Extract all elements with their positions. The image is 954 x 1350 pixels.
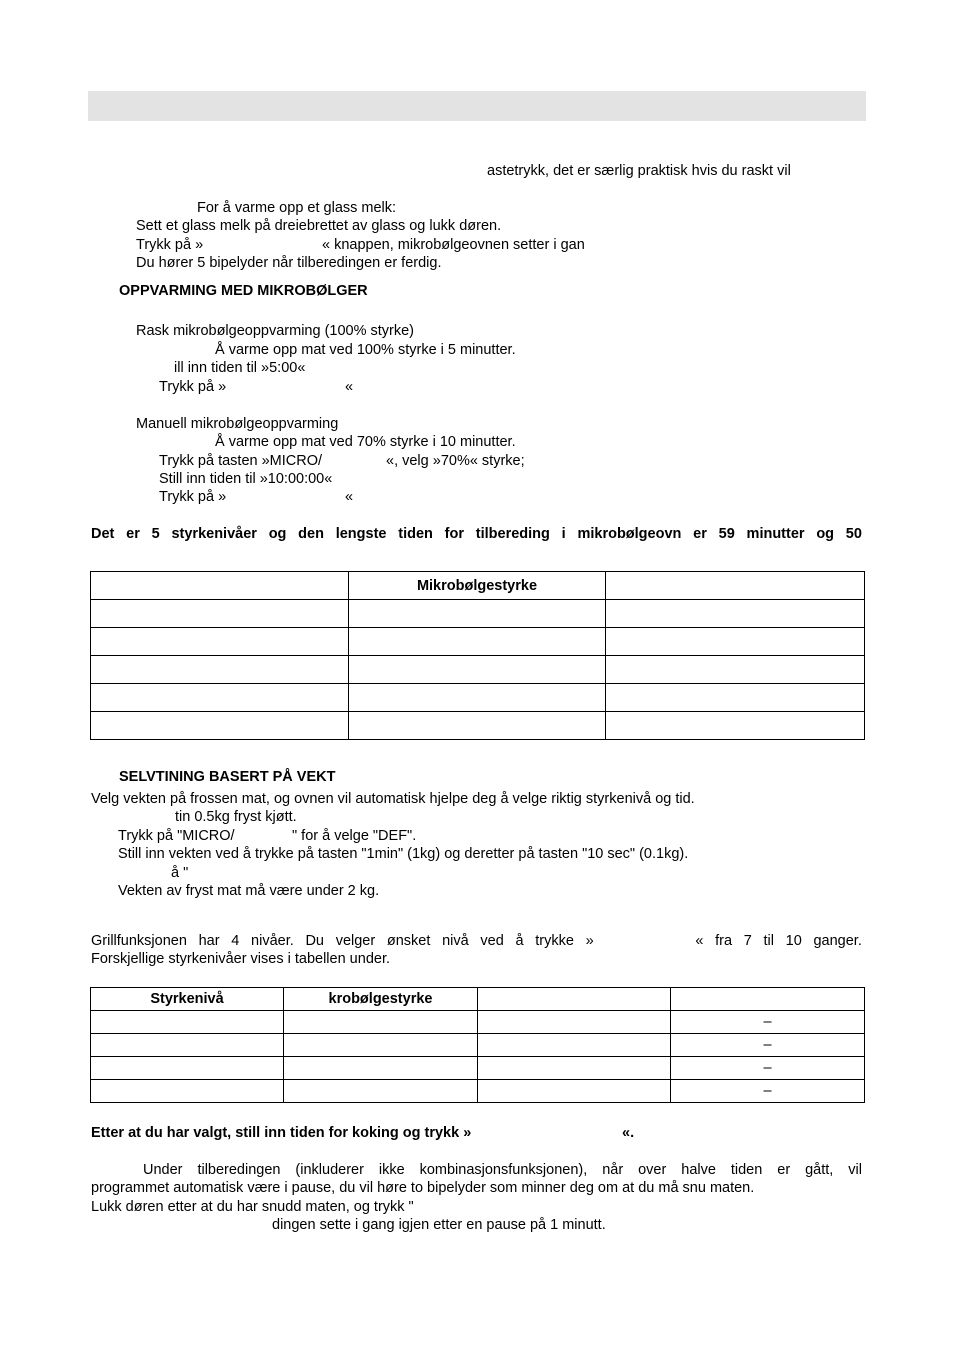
- table-cell: [349, 600, 606, 628]
- table-cell: –: [671, 1011, 865, 1034]
- note-word: mikrobølgeovn: [577, 526, 682, 542]
- table-header-row: [91, 572, 865, 600]
- table-row: [91, 1034, 865, 1057]
- defrost-step-3: å ": [171, 865, 189, 881]
- grill-word: trykke: [535, 933, 574, 949]
- note-word: og: [268, 526, 287, 542]
- table-header-cell: [478, 988, 671, 1011]
- grill-intro-line-1: [91, 932, 862, 950]
- quick-title: Rask mikrobølgeoppvarming (100% styrke): [136, 323, 415, 339]
- grill-word: nivå: [442, 933, 469, 949]
- table-row: [91, 684, 865, 712]
- table-row: [91, 628, 865, 656]
- table-header-cell: Mikrobølgestyrke: [349, 572, 606, 600]
- table-cell: [478, 1034, 671, 1057]
- table-cell: –: [671, 1034, 865, 1057]
- note-word: tilbereding: [475, 526, 550, 542]
- section-header-bar: [88, 91, 866, 121]
- table-cell: [91, 1057, 284, 1080]
- manual-step-1b: «, velg »70%« styrke;: [386, 453, 525, 469]
- defrost-step-2: Still inn vekten ved å trykke på tasten "1min" (1kg) og deretter på tasten "10 sec" (0.1kg).: [118, 846, 689, 862]
- table-header-cell: krobølgestyrke: [284, 988, 478, 1011]
- table-cell: [349, 684, 606, 712]
- table-cell: [349, 628, 606, 656]
- grill-intro-line-2: Forskjellige styrkenivåer vises i tabellen under.: [91, 951, 390, 967]
- micro-heading: OPPVARMING MED MIKROBØLGER: [119, 283, 368, 299]
- note-word: lengste: [335, 526, 387, 542]
- grill-word: å: [515, 933, 524, 949]
- turn-word: tiden: [730, 1162, 763, 1178]
- table-header-cell: [606, 572, 865, 600]
- turn-note-line-4: dingen sette i gang igjen etter en pause på 1 minutt.: [272, 1217, 606, 1233]
- intro-line: astetrykk, det er særlig praktisk hvis du raskt vil: [487, 163, 791, 179]
- table-cell: [606, 628, 865, 656]
- grill-word: velger: [335, 933, 376, 949]
- quick-step-2b: «: [345, 379, 354, 395]
- grill-word: 10: [785, 933, 802, 949]
- table-cell: [91, 656, 349, 684]
- note-word: tiden: [398, 526, 433, 542]
- turn-word: vil: [848, 1162, 862, 1178]
- milk-step-2a: Trykk på »: [136, 237, 204, 253]
- turn-word: (inkluderer: [295, 1162, 364, 1178]
- table-cell: [91, 712, 349, 740]
- note-word: er: [126, 526, 140, 542]
- table-cell: [606, 684, 865, 712]
- table-row: [91, 1080, 865, 1103]
- grill-word: 7: [743, 933, 752, 949]
- defrost-step-1b: " for å velge "DEF".: [292, 828, 417, 844]
- table-cell: [91, 600, 349, 628]
- grill-word: «: [695, 933, 704, 949]
- table-cell: [91, 628, 349, 656]
- turn-word: kombinasjonsfunksjonen),: [419, 1162, 588, 1178]
- note-word: 50: [845, 526, 862, 542]
- table-cell: –: [671, 1080, 865, 1103]
- grill-word: til: [763, 933, 774, 949]
- note-word: Det: [91, 526, 115, 542]
- table-row: [91, 600, 865, 628]
- note-word: minutter: [746, 526, 805, 542]
- grill-word: fra: [715, 933, 733, 949]
- turn-word: gått,: [805, 1162, 834, 1178]
- table-cell: [91, 1080, 284, 1103]
- grill-word: har: [198, 933, 220, 949]
- grill-word: nivåer.: [251, 933, 294, 949]
- turn-word: halve: [681, 1162, 716, 1178]
- turn-note-line-1: [143, 1161, 862, 1179]
- turn-word: er: [777, 1162, 791, 1178]
- turn-word: over: [638, 1162, 667, 1178]
- table-row: [91, 656, 865, 684]
- defrost-intro: Velg vekten på frossen mat, og ovnen vil automatisk hjelpe deg å velge riktig styrkenivå og tid.: [91, 791, 695, 807]
- grill-word: ved: [480, 933, 504, 949]
- manual-step-2: Still inn tiden til »10:00:00«: [159, 471, 333, 487]
- power-levels-note: [91, 525, 862, 543]
- milk-step-3: Du hører 5 bipelyder når tilberedingen er ferdig.: [136, 255, 442, 271]
- turn-word: Under: [143, 1162, 183, 1178]
- table-cell: [349, 656, 606, 684]
- note-word: styrkenivåer: [171, 526, 257, 542]
- grill-power-table: [90, 987, 865, 1103]
- table-cell: [284, 1080, 478, 1103]
- after-grill-a: Etter at du har valgt, still inn tiden for koking og trykk »: [91, 1125, 472, 1141]
- grill-word: Du: [305, 933, 324, 949]
- defrost-step-1a: Trykk på "MICRO/: [118, 828, 235, 844]
- turn-word: ikke: [378, 1162, 405, 1178]
- grill-word: »: [585, 933, 594, 949]
- turn-note-line-2: programmet automatisk være i pause, du vil høre to bipelyder som minner deg om at du må snu maten.: [91, 1180, 755, 1196]
- note-word: 59: [718, 526, 735, 542]
- table-row: [91, 712, 865, 740]
- note-word: er: [693, 526, 707, 542]
- quick-step-2a: Trykk på »: [159, 379, 227, 395]
- after-grill-b: «.: [622, 1125, 635, 1141]
- defrost-step-4: Vekten av fryst mat må være under 2 kg.: [118, 883, 380, 899]
- turn-word: tilberedingen: [197, 1162, 281, 1178]
- note-word: den: [298, 526, 324, 542]
- table-row: [91, 1057, 865, 1080]
- note-word: og: [816, 526, 835, 542]
- table-cell: [606, 656, 865, 684]
- table-cell: [284, 1011, 478, 1034]
- microwave-power-table: [90, 571, 865, 740]
- manual-step-3b: «: [345, 489, 354, 505]
- quick-example: Å varme opp mat ved 100% styrke i 5 minutter.: [215, 342, 516, 358]
- milk-title: For å varme opp et glass melk:: [197, 200, 397, 216]
- manual-example: Å varme opp mat ved 70% styrke i 10 minutter.: [215, 434, 516, 450]
- note-word: i: [561, 526, 566, 542]
- quick-step-1: ill inn tiden til »5:00«: [174, 360, 306, 376]
- table-header-cell: [671, 988, 865, 1011]
- milk-step-1: Sett et glass melk på dreiebrettet av glass og lukk døren.: [136, 218, 502, 234]
- manual-step-1a: Trykk på tasten »MICRO/: [159, 453, 323, 469]
- table-header-cell: Styrkenivå: [91, 988, 284, 1011]
- grill-word: ganger.: [813, 933, 862, 949]
- table-cell: –: [671, 1057, 865, 1080]
- turn-note-line-3: Lukk døren etter at du har snudd maten, og trykk ": [91, 1199, 414, 1215]
- table-cell: [349, 712, 606, 740]
- grill-word: 4: [231, 933, 240, 949]
- note-word: 5: [151, 526, 160, 542]
- table-cell: [91, 684, 349, 712]
- table-cell: [478, 1011, 671, 1034]
- manual-title: Manuell mikrobølgeoppvarming: [136, 416, 339, 432]
- manual-step-3a: Trykk på »: [159, 489, 227, 505]
- table-cell: [478, 1080, 671, 1103]
- grill-word: ønsket: [386, 933, 431, 949]
- defrost-example: tin 0.5kg fryst kjøtt.: [175, 809, 297, 825]
- defrost-heading: SELVTINING BASERT PÅ VEKT: [119, 769, 336, 785]
- table-cell: [284, 1057, 478, 1080]
- milk-step-2b: « knappen, mikrobølgeovnen setter i gan: [322, 237, 585, 253]
- table-cell: [91, 1034, 284, 1057]
- table-row: [91, 1011, 865, 1034]
- note-word: for: [444, 526, 464, 542]
- turn-word: når: [602, 1162, 624, 1178]
- grill-word: Grillfunksjonen: [91, 933, 187, 949]
- table-cell: [478, 1057, 671, 1080]
- table-header-row: [91, 988, 865, 1011]
- table-cell: [91, 1011, 284, 1034]
- table-cell: [606, 712, 865, 740]
- table-cell: [606, 600, 865, 628]
- table-header-cell: [91, 572, 349, 600]
- table-cell: [284, 1034, 478, 1057]
